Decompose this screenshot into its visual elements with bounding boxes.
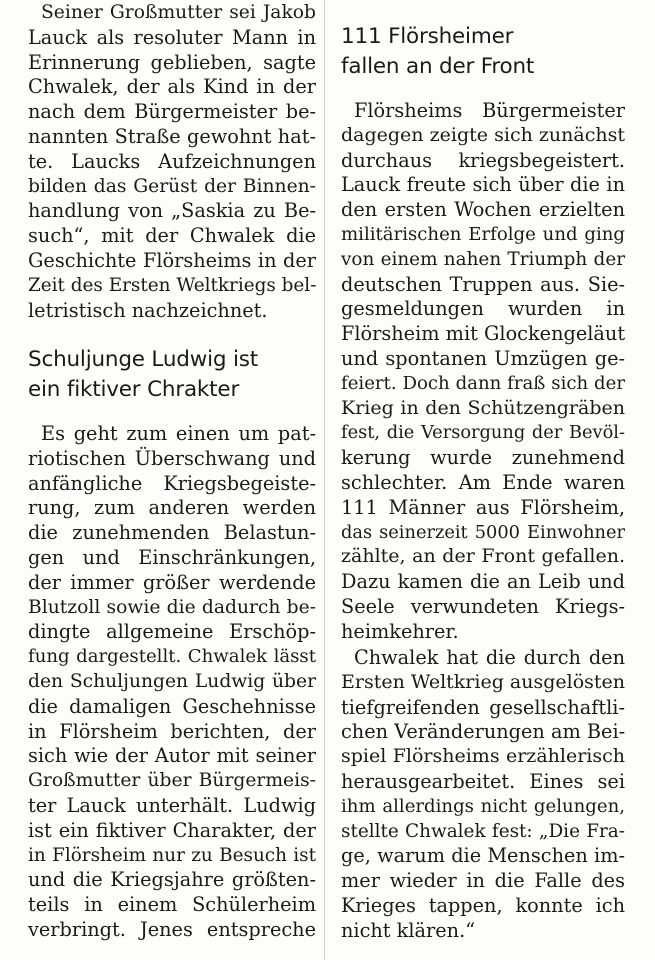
- text-line: Seiner Großmutter sei Jakob: [41, 2, 316, 23]
- text-line: und die Kriegsjahre größten-: [28, 868, 316, 892]
- text-line: Dazu kamen die an Leib und: [341, 570, 625, 594]
- column-divider: [324, 0, 325, 960]
- text-line: te. Laucks Aufzeichnungen: [28, 149, 316, 173]
- text-line: dingte allgemeine Erschöp-: [28, 620, 316, 644]
- text-line: Flörsheims Bürgermeister: [354, 99, 625, 122]
- text-line: Zeit des Ersten Weltkriegs bel-: [28, 274, 317, 296]
- text-line: nach dem Bürgermeister be-: [28, 100, 316, 124]
- text-line: stellte Chwalek fest: „Die Fra-: [341, 820, 625, 842]
- text-line: die damaligen Geschehnisse: [28, 694, 316, 718]
- text-line: sich wie der Autor mit seiner: [28, 744, 316, 768]
- text-line: spiel Flörsheims erzählerisch: [341, 745, 625, 768]
- text-line: gen und Einschränkungen,: [28, 546, 316, 569]
- text-line: heimkehrer.: [341, 619, 459, 643]
- text-line: herausgearbeitet. Eines sei: [341, 770, 625, 793]
- text-line: teils in einem Schülerheim: [28, 893, 316, 917]
- text-line: Chwalek, der als Kind in der: [28, 75, 316, 99]
- text-line: nannten Straße gewohnt hat-: [28, 125, 316, 148]
- text-line: Seele verwundeten Kriegs-: [341, 595, 625, 618]
- text-line: riotischen Überschwang und: [28, 446, 316, 470]
- text-line: Lauck freute sich über die in: [341, 173, 625, 197]
- text-line: ter Lauck unterhält. Ludwig: [28, 794, 316, 817]
- text-line: deutschen Truppen aus. Sie-: [341, 272, 625, 296]
- text-line: Krieg in den Schützengräben: [341, 396, 625, 419]
- text-line: der immer größer werdende: [28, 570, 316, 594]
- text-line: ist ein fiktiver Charakter, der: [28, 818, 316, 842]
- text-line: gesmeldungen wurden in: [341, 297, 625, 321]
- text-line: in Flörsheim nur zu Besuch ist: [28, 844, 316, 866]
- text-line: nicht klären.“: [341, 918, 476, 942]
- text-line: dagegen zeigte sich zunächst: [341, 123, 625, 146]
- text-line: bilden das Gerüst der Binnen-: [28, 175, 316, 197]
- text-line: fest, die Versorgung der Bevöl-: [341, 422, 625, 444]
- text-line: 111 Männer aus Flörsheim,: [341, 495, 625, 519]
- text-line: Ersten Weltkrieg ausgelösten: [341, 670, 626, 693]
- text-line: handlung von „Saskia zu Be-: [28, 199, 316, 223]
- text-line: Großmutter über Bürgermeis-: [28, 770, 316, 792]
- text-line: in Flörsheim berichten, der: [28, 719, 316, 743]
- text-line: Erinnerung geblieben, sagte: [28, 50, 316, 74]
- text-line: rung, zum anderen werden: [28, 496, 316, 520]
- text-line: fung dargestellt. Chwalek lässt: [28, 646, 316, 668]
- text-line: chen Veränderungen am Bei-: [341, 720, 626, 744]
- text-line: Geschichte Flörsheims in der: [28, 249, 316, 272]
- text-line: letristisch nachzeichnet.: [28, 298, 268, 322]
- text-line: die zunehmenden Belastun-: [28, 521, 316, 545]
- text-line: ge, warum die Menschen im-: [341, 844, 625, 868]
- text-line: schlechter. Am Ende waren: [341, 471, 625, 494]
- text-line: den Schuljungen Ludwig über: [28, 671, 316, 692]
- heading-line: fallen an der Front: [341, 54, 535, 79]
- text-line: durchaus kriegsbegeistert.: [341, 148, 625, 172]
- text-line: zählte, an der Front gefallen.: [341, 545, 625, 568]
- text-line: den ersten Wochen erzielten: [341, 198, 625, 222]
- text-line: Krieges tappen, konnte ich: [341, 894, 625, 917]
- text-line: kerung wurde zunehmend: [341, 446, 625, 470]
- text-line: Blutzoll sowie die dadurch be-: [28, 596, 316, 618]
- text-line: tiefgreifenden gesellschaftli-: [341, 695, 625, 719]
- text-line: verbringt. Jenes entspreche: [28, 918, 316, 941]
- text-line: Lauck als resoluter Mann in: [28, 25, 316, 49]
- text-line: Flörsheim mit Glockengeläut: [341, 322, 626, 346]
- text-line: militärischen Erfolge und ging: [341, 224, 625, 245]
- text-line: das seinerzeit 5000 Einwohner: [341, 521, 625, 543]
- text-line: mer wieder in die Falle des: [341, 869, 625, 893]
- text-line: Es geht zum einen um pat-: [41, 422, 316, 445]
- text-line: von einem nahen Triumph der: [341, 248, 625, 270]
- text-line: feiert. Doch dann fraß sich der: [341, 372, 625, 394]
- text-line: anfängliche Kriegsbegeiste-: [28, 471, 316, 495]
- heading-line: ein fiktiver Chrakter: [28, 377, 240, 402]
- text-line: Chwalek hat die durch den: [354, 646, 625, 669]
- text-line: ihm allerdings nicht gelungen,: [341, 795, 625, 817]
- text-line: such“, mit der Chwalek die: [28, 224, 316, 248]
- text-line: und spontanen Umzügen ge-: [341, 347, 625, 370]
- heading-line: 111 Flörsheimer: [341, 24, 514, 49]
- heading-line: Schuljunge Ludwig ist: [28, 347, 258, 372]
